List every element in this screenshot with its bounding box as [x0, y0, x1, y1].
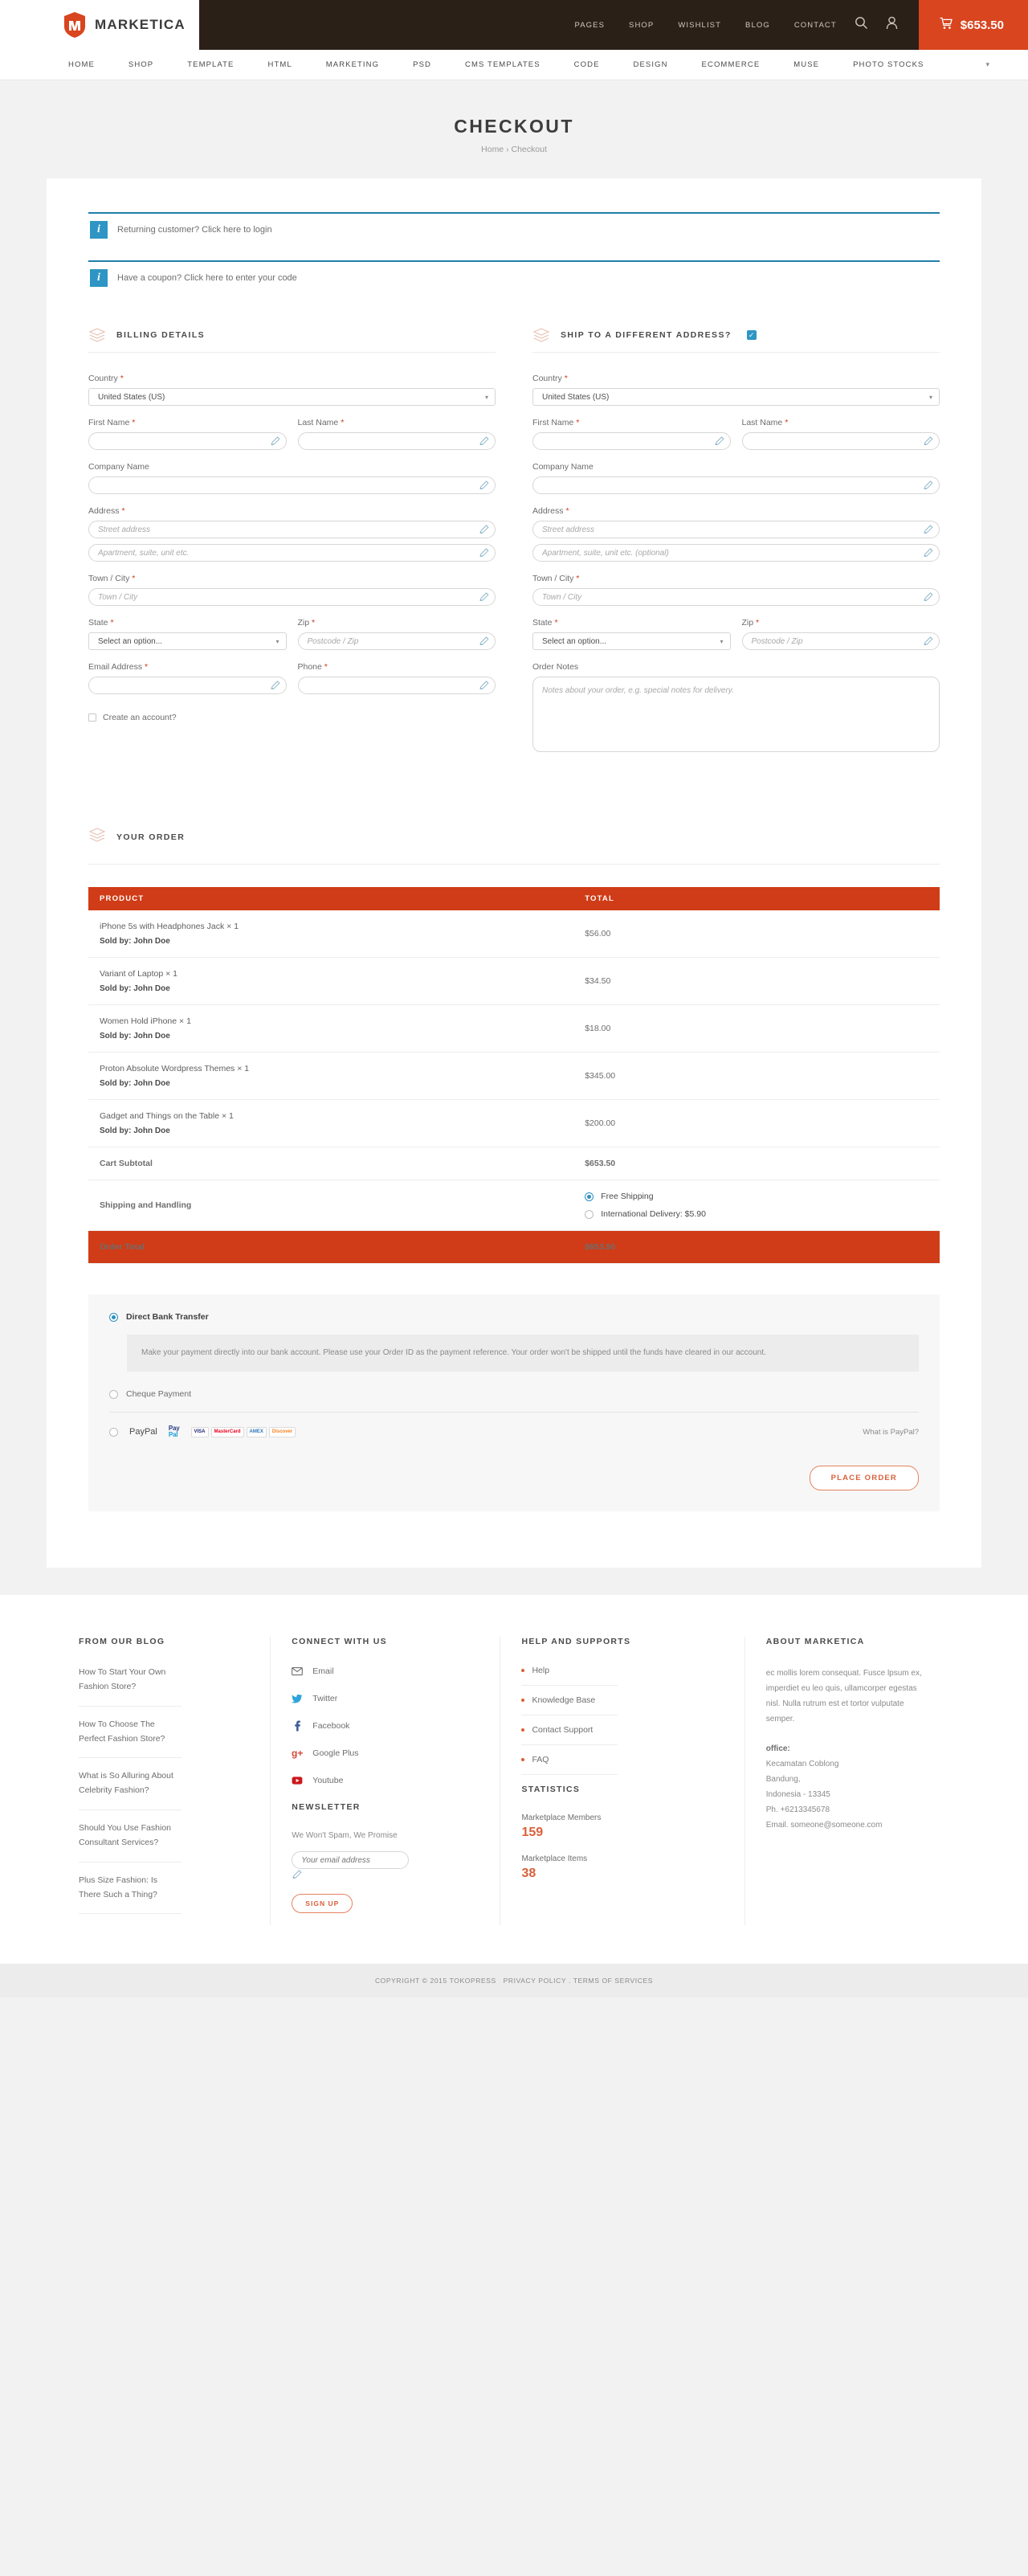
shipping-address2-input[interactable]: [532, 544, 940, 562]
billing-company-group: [88, 462, 496, 494]
table-row: [88, 958, 940, 1005]
help-link-help[interactable]: [521, 1666, 618, 1686]
billing-divider: [88, 352, 496, 353]
payment-label: PayPal: [129, 1427, 157, 1437]
order-notes-group: [532, 662, 940, 756]
bullet-icon: [521, 1669, 524, 1672]
footer-blog-column: [47, 1637, 270, 1925]
top-nav: [199, 0, 855, 50]
billing-email-group: [88, 662, 287, 694]
blog-link[interactable]: What is So Alluring About Celebrity Fashion?: [79, 1769, 182, 1810]
shipping-city-label: Town / City *: [532, 574, 580, 583]
paypal-logo-icon: Pay Pal: [168, 1425, 180, 1438]
billing-phone-group: [298, 662, 496, 694]
cart-subtotal-row: [88, 1147, 940, 1180]
info-icon: i: [90, 221, 108, 239]
what-is-paypal-link[interactable]: What is PayPal?: [863, 1427, 919, 1437]
search-icon[interactable]: [855, 16, 868, 34]
shipping-state-select[interactable]: [532, 632, 731, 650]
nav-code[interactable]: CODE: [573, 59, 600, 69]
payment-bank-transfer[interactable]: [109, 1312, 919, 1322]
top-nav-pages[interactable]: PAGES: [574, 20, 606, 30]
help-link-faq[interactable]: [521, 1755, 618, 1775]
order-title: YOUR ORDER: [116, 832, 186, 842]
shipping-state-zip-row: [532, 618, 940, 662]
help-link-label: Knowledge Base: [532, 1695, 596, 1705]
footer-blog-heading: FROM OUR BLOG: [79, 1637, 165, 1646]
shipping-first-name-label: First Name *: [532, 418, 580, 427]
footer: [0, 1595, 1028, 1964]
radio-direct-bank-transfer[interactable]: [109, 1313, 118, 1322]
billing-country-label: Country *: [88, 374, 124, 383]
your-order-section: [88, 826, 940, 1511]
create-account-checkbox[interactable]: [88, 714, 96, 722]
order-heading: [88, 826, 940, 848]
bullet-icon: [521, 1699, 524, 1702]
nav-ecommerce[interactable]: ECOMMERCE: [701, 59, 761, 69]
billing-company-wrap: [88, 476, 496, 494]
logo-text: MARKETICA: [95, 17, 186, 32]
billing-company-label: Company Name: [88, 462, 149, 472]
chevron-down-icon[interactable]: ▾: [985, 60, 989, 68]
shipping-address-group: [532, 506, 940, 562]
nav-cms-templates[interactable]: CMS TEMPLATES: [464, 59, 541, 69]
billing-heading: [88, 326, 496, 344]
payment-label: Direct Bank Transfer: [126, 1312, 209, 1322]
shipping-company-wrap: [532, 476, 940, 494]
office-line: Bandung,: [765, 1775, 801, 1784]
item-amount: $18.00: [573, 1005, 940, 1053]
top-nav-blog[interactable]: BLOG: [745, 20, 770, 30]
shipping-row: [88, 1180, 940, 1231]
nav-muse[interactable]: MUSE: [793, 59, 820, 69]
billing-country-select[interactable]: [88, 388, 496, 406]
breadcrumb-home[interactable]: Home: [481, 145, 504, 154]
shipping-company-group: [532, 462, 940, 494]
chevron-down-icon: ▾: [275, 638, 279, 645]
about-text: ec mollis lorem consequat. Fusce lpsum ex, imperdiet eu leo quis, ullamcorper egestas nisl. Nulla rutrum est et tortor vulputate semper.: [765, 1669, 922, 1723]
page-title: CHECKOUT: [454, 116, 574, 137]
shipping-address-label: Address *: [532, 506, 569, 516]
footer-connect-column: [270, 1637, 500, 1925]
shipping-option-label: International Delivery: $5.90: [601, 1209, 706, 1219]
shipping-label: Shipping and Handling: [88, 1180, 573, 1231]
social-facebook[interactable]: [292, 1720, 479, 1732]
shipping-heading: [532, 326, 940, 344]
shipping-last-name-input[interactable]: [742, 432, 940, 450]
billing-first-name-group: [88, 418, 287, 450]
copyright-separator: .: [568, 1977, 571, 1985]
col-product: PRODUCT: [88, 887, 573, 910]
shipping-last-name-label: Last Name *: [741, 418, 789, 427]
discover-icon: Discover: [269, 1427, 296, 1437]
payment-label: Cheque Payment: [126, 1389, 192, 1399]
stat-label-members: Marketplace Members: [521, 1813, 602, 1822]
footer-connect-heading: CONNECT WITH US: [292, 1637, 387, 1646]
shipping-last-name-group: [742, 418, 940, 450]
item-seller: Sold by: John Doe: [100, 937, 170, 946]
privacy-policy-link[interactable]: PRIVACY POLICY: [503, 1977, 566, 1985]
twitter-icon: [292, 1693, 303, 1704]
billing-zip-wrap: [298, 632, 496, 650]
billing-city-wrap: [88, 588, 496, 606]
item-name: Women Hold iPhone × 1: [100, 1016, 191, 1026]
top-nav-contact[interactable]: CONTACT: [793, 20, 837, 30]
order-table-header-row: [88, 887, 940, 910]
billing-first-name-label: First Name *: [88, 418, 136, 427]
billing-state-wrap: [88, 632, 287, 650]
shipping-state-group: [532, 618, 731, 650]
billing-phone-label: Phone *: [297, 662, 328, 672]
radio-international-delivery[interactable]: [585, 1210, 594, 1219]
item-name: iPhone 5s with Headphones Jack × 1: [100, 922, 239, 931]
billing-address1-input[interactable]: [88, 521, 496, 538]
billing-last-name-input[interactable]: [298, 432, 496, 450]
shipping-first-name-input[interactable]: [532, 432, 731, 450]
blog-link[interactable]: How To Start Your Own Fashion Store?: [79, 1666, 182, 1707]
card-logos: [191, 1427, 296, 1437]
login-notice-text[interactable]: Returning customer? Click here to login: [117, 225, 272, 235]
info-icon: i: [90, 269, 108, 287]
stat-value-members: 159: [521, 1826, 544, 1839]
billing-country-group: [88, 374, 496, 406]
radio-cheque-payment[interactable]: [109, 1390, 118, 1399]
payment-divider: [109, 1412, 919, 1413]
visa-icon: VISA: [191, 1427, 209, 1437]
help-link-label: Help: [532, 1666, 550, 1675]
billing-country-wrap: [88, 388, 496, 406]
google-plus-icon: [292, 1748, 303, 1759]
about-office-block: [766, 1741, 927, 1833]
marketica-logo-icon: [63, 11, 87, 39]
item-amount: $345.00: [573, 1053, 940, 1100]
youtube-icon: [292, 1775, 303, 1786]
shipping-name-row: [532, 418, 940, 462]
subtotal-label: Cart Subtotal: [88, 1147, 573, 1180]
billing-title: BILLING DETAILS: [116, 330, 206, 340]
blog-link[interactable]: Plus Size Fashion: Is There Such a Thing?: [79, 1874, 182, 1915]
shipping-last-name-wrap: [742, 432, 940, 450]
item-seller: Sold by: John Doe: [100, 1032, 170, 1041]
shipping-state-wrap: [532, 632, 731, 650]
billing-phone-wrap: [298, 677, 496, 694]
office-line: Kecamatan Coblong: [765, 1760, 839, 1768]
footer-help-column: [500, 1637, 744, 1925]
help-link-label: FAQ: [532, 1755, 549, 1764]
terms-of-services-link[interactable]: TERMS OF SERVICES: [573, 1977, 654, 1985]
shipping-option-free[interactable]: [585, 1192, 928, 1201]
billing-zip-group: [298, 618, 496, 650]
billing-last-name-group: [298, 418, 496, 450]
billing-contact-row: [88, 662, 496, 706]
order-table: [88, 887, 940, 1264]
billing-first-name-input[interactable]: [88, 432, 287, 450]
cart-total: $653.50: [960, 18, 1004, 32]
item-amount: $34.50: [573, 958, 940, 1005]
mastercard-icon: MasterCard: [211, 1427, 244, 1437]
billing-state-group: [88, 618, 287, 650]
envelope-icon: [292, 1666, 303, 1677]
chevron-down-icon: ▾: [484, 394, 488, 401]
top-bar: [0, 0, 1028, 50]
facebook-icon: [292, 1720, 303, 1732]
payment-paypal[interactable]: [109, 1425, 919, 1438]
office-line: Ph. +6213345678: [765, 1805, 830, 1814]
social-google-plus[interactable]: [292, 1748, 479, 1759]
shipping-option-label: Free Shipping: [601, 1192, 654, 1201]
order-notes-label: Order Notes: [532, 662, 579, 672]
billing-last-name-wrap: [298, 432, 496, 450]
shipping-city-input[interactable]: [532, 588, 940, 606]
breadcrumb-separator: ›: [506, 145, 509, 154]
shipping-address1-input[interactable]: [532, 521, 940, 538]
shipping-zip-input[interactable]: [742, 632, 940, 650]
billing-city-input[interactable]: [88, 588, 496, 606]
table-row: [88, 1053, 940, 1100]
bullet-icon: [521, 1728, 524, 1732]
billing-state-label: State *: [88, 618, 114, 628]
billing-phone-input[interactable]: [298, 677, 496, 694]
shipping-country-group: [532, 374, 940, 406]
shipping-zip-wrap: [742, 632, 940, 650]
nav-psd[interactable]: PSD: [413, 59, 431, 69]
shipping-country-select[interactable]: [532, 388, 940, 406]
social-label[interactable]: Email: [312, 1666, 334, 1676]
billing-address2-input[interactable]: [88, 544, 496, 562]
address-columns: [88, 326, 940, 768]
billing-state-select[interactable]: [88, 632, 287, 650]
copyright-bar: [0, 1964, 1028, 1997]
blog-link[interactable]: Should You Use Fashion Consultant Services?: [79, 1822, 182, 1862]
item-name: Variant of Laptop × 1: [100, 969, 178, 979]
logo[interactable]: [0, 0, 199, 50]
nav-home[interactable]: HOME: [68, 59, 95, 69]
nav-photo-stocks[interactable]: PHOTO STOCKS: [853, 59, 924, 69]
stat-value-items: 38: [521, 1867, 536, 1880]
blog-link[interactable]: How To Choose The Perfect Fashion Store?: [79, 1718, 182, 1759]
stat-label-items: Marketplace Items: [521, 1854, 588, 1863]
shipping-country-wrap: [532, 388, 940, 406]
footer-about-column: [744, 1637, 981, 1925]
nav-shop[interactable]: SHOP: [128, 59, 154, 69]
footer-about-heading: ABOUT MARKETICA: [765, 1637, 865, 1646]
shipping-option-international[interactable]: [585, 1209, 928, 1219]
cart-button[interactable]: [919, 0, 1028, 50]
top-nav-wishlist[interactable]: WISHLIST: [678, 20, 722, 30]
shipping-city-group: [532, 574, 940, 606]
social-twitter[interactable]: [292, 1693, 479, 1704]
shipping-first-name-wrap: [532, 432, 731, 450]
order-total-value: $653.50: [573, 1231, 940, 1264]
billing-email-wrap: [88, 677, 287, 694]
shipping-address2-wrap: [532, 544, 940, 562]
chevron-down-icon: ▾: [928, 394, 932, 401]
order-total-label: Order Total: [88, 1231, 573, 1264]
newsletter-email-input[interactable]: [292, 1851, 409, 1869]
bullet-icon: [521, 1758, 524, 1761]
breadcrumb: [0, 145, 1028, 154]
place-order-button[interactable]: PLACE ORDER: [810, 1466, 919, 1490]
social-label[interactable]: Facebook: [312, 1721, 350, 1731]
billing-address2-wrap: [88, 544, 496, 562]
payment-methods: [88, 1294, 940, 1511]
coupon-notice-text[interactable]: Have a coupon? Click here to enter your code: [117, 273, 297, 283]
item-amount: $200.00: [573, 1100, 940, 1147]
shipping-column: [532, 326, 940, 768]
billing-address-group: [88, 506, 496, 562]
shipping-company-input[interactable]: [532, 476, 940, 494]
shipping-city-wrap: [532, 588, 940, 606]
billing-state-zip-row: [88, 618, 496, 662]
layers-icon: [532, 326, 550, 344]
table-row: [88, 1100, 940, 1147]
billing-city-group: [88, 574, 496, 606]
cart-icon: [940, 17, 953, 33]
shipping-address1-wrap: [532, 521, 940, 538]
radio-free-shipping[interactable]: [585, 1192, 594, 1201]
shipping-country-label: Country *: [532, 374, 568, 383]
col-total: TOTAL: [573, 887, 940, 910]
item-name: Proton Absolute Wordpress Themes × 1: [100, 1064, 250, 1073]
nav-html[interactable]: HTML: [267, 59, 292, 69]
billing-zip-label: Zip *: [297, 618, 316, 628]
social-email[interactable]: [292, 1666, 479, 1677]
office-line: Indonesia - 13345: [765, 1790, 830, 1799]
social-label[interactable]: Twitter: [312, 1694, 338, 1703]
nav-template[interactable]: TEMPLATE: [187, 59, 235, 69]
shipping-first-name-group: [532, 418, 731, 450]
nav-design[interactable]: DESIGN: [633, 59, 668, 69]
help-link-knowledge-base[interactable]: [521, 1695, 618, 1715]
billing-address-label: Address *: [88, 506, 125, 516]
chevron-down-icon: ▾: [720, 638, 724, 645]
billing-company-input[interactable]: [88, 476, 496, 494]
shipping-state-label: State *: [532, 618, 558, 628]
table-row: [88, 910, 940, 958]
item-amount: $56.00: [573, 910, 940, 958]
layers-icon: [88, 326, 106, 344]
help-link-contact-support[interactable]: [521, 1725, 618, 1745]
ship-different-checkbox[interactable]: ✓: [747, 330, 757, 340]
billing-address1-wrap: [88, 521, 496, 538]
social-label[interactable]: Youtube: [312, 1776, 344, 1785]
svg-text:g+: g+: [292, 1748, 304, 1759]
subtotal-value: $653.50: [573, 1147, 940, 1180]
user-icon[interactable]: [886, 16, 898, 34]
item-name: Gadget and Things on the Table × 1: [100, 1111, 234, 1121]
shipping-zip-group: [742, 618, 940, 650]
page-header: [0, 80, 1028, 178]
billing-first-name-wrap: [88, 432, 287, 450]
order-divider: [88, 864, 940, 865]
breadcrumb-current: Checkout: [511, 145, 547, 154]
copyright-text: COPYRIGHT © 2015 TOKOPRESS: [374, 1977, 496, 1985]
order-notes-wrap: [532, 677, 940, 756]
main-nav: [0, 50, 1028, 80]
billing-email-label: Email Address *: [88, 662, 149, 672]
item-seller: Sold by: John Doe: [100, 1126, 170, 1135]
order-notes-textarea[interactable]: [532, 677, 940, 752]
amex-icon: AMEX: [247, 1427, 267, 1437]
social-label[interactable]: Google Plus: [312, 1748, 359, 1758]
shipping-zip-label: Zip *: [741, 618, 760, 628]
layers-icon: [88, 826, 106, 848]
billing-city-label: Town / City *: [88, 574, 136, 583]
statistics-heading: STATISTICS: [521, 1785, 581, 1794]
billing-column: [88, 326, 496, 768]
order-total-row: [88, 1231, 940, 1264]
shipping-company-label: Company Name: [532, 462, 594, 472]
top-icon-group: [855, 0, 919, 50]
billing-name-row: [88, 418, 496, 462]
bank-transfer-note: Make your payment directly into our bank account. Please use your Order ID as the payment reference. Your order won't be shipped until the funds have cleared in our account.: [127, 1335, 919, 1372]
shipping-divider: [532, 352, 940, 353]
item-seller: Sold by: John Doe: [100, 984, 170, 993]
create-account-label: Create an account?: [103, 713, 177, 722]
shipping-title: SHIP TO A DIFFERENT ADDRESS?: [561, 330, 732, 340]
pencil-icon: [292, 1870, 303, 1883]
login-notice[interactable]: [88, 212, 940, 239]
newsletter-heading: NEWSLETTER: [292, 1802, 361, 1812]
billing-email-input[interactable]: [88, 677, 287, 694]
top-nav-shop[interactable]: SHOP: [629, 20, 655, 30]
item-seller: Sold by: John Doe: [100, 1079, 170, 1088]
newsletter-signup-button[interactable]: SIGN UP: [292, 1894, 353, 1913]
newsletter-input-wrap: [292, 1851, 409, 1884]
checkout-card: [47, 178, 981, 1568]
place-order-wrap: [109, 1466, 919, 1490]
table-row: [88, 1005, 940, 1053]
office-label: office:: [765, 1744, 790, 1753]
social-youtube[interactable]: [292, 1775, 479, 1786]
radio-paypal[interactable]: [109, 1428, 118, 1437]
office-line: Email. someone@someone.com: [765, 1821, 883, 1830]
billing-last-name-label: Last Name *: [297, 418, 345, 427]
coupon-notice[interactable]: [88, 260, 940, 288]
nav-marketing[interactable]: MARKETING: [325, 59, 380, 69]
footer-help-heading: HELP AND SUPPORTS: [521, 1637, 631, 1646]
newsletter-subtitle: We Won't Spam, We Promise: [292, 1831, 398, 1840]
help-link-label: Contact Support: [532, 1725, 594, 1735]
billing-zip-input[interactable]: [298, 632, 496, 650]
payment-cheque[interactable]: [109, 1389, 919, 1399]
create-account-row[interactable]: [88, 713, 496, 722]
